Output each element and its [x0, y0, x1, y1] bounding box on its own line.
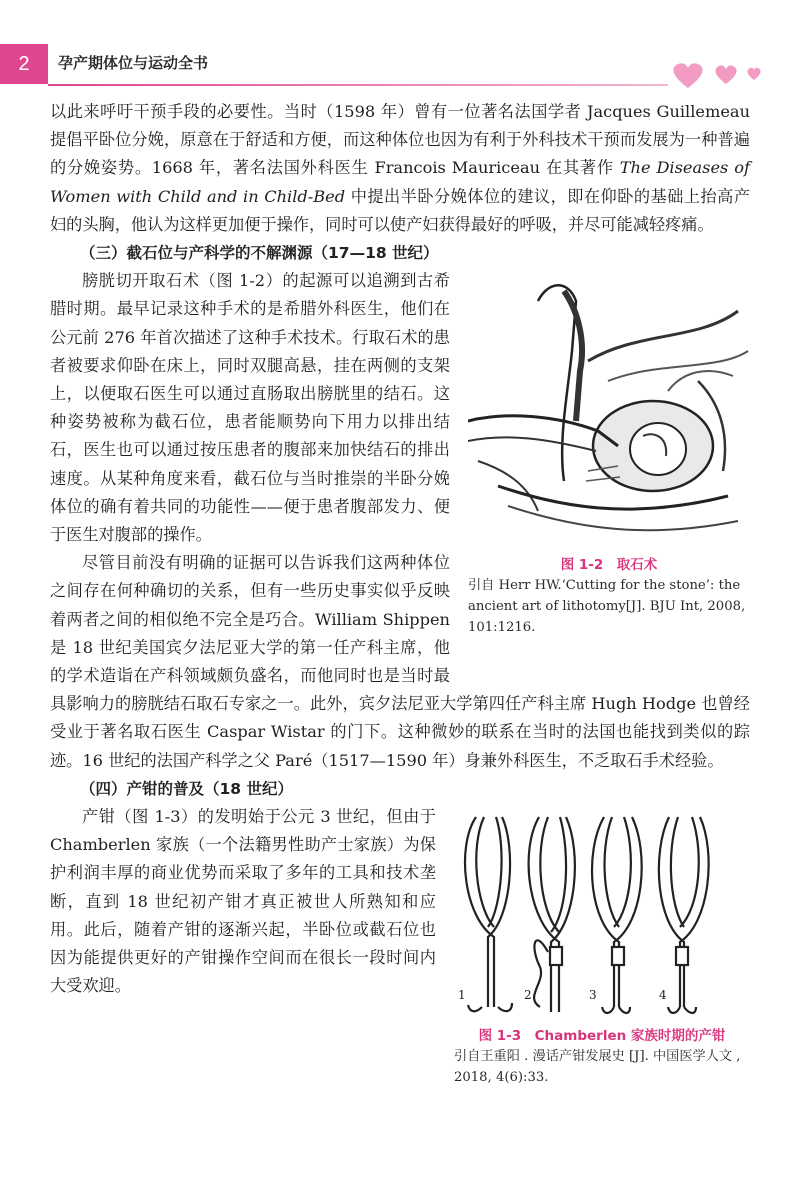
page-number-tab	[0, 44, 48, 84]
figure-1-3	[454, 807, 750, 1097]
paragraph-2: 膀胱切开取石术（图 1-2）的起源可以追溯到古希腊时期。最早记录这种手术的是希腊外科医生，他们在公元前 276 年首次描述了这种手术技术。行取石术的患者被要求仰卧在床上，同时双腿高悬，挂在两侧的支架上，以便取石医生可以通过直肠取出膀胱里的结石。这种姿势被称为截石位，患者能顺势向下用力以排出结石，医生也可以通过按压患者的腹部来加快结石的排出速度。从某种角度来看，截石位与当时推崇的半卧分娩体位的确有着共同的功能性——便于患者腹部发力、便于医生对腹部的操作。	[50, 271, 450, 545]
figure-source: 引自王重阳 . 漫话产钳发展史 [J]. 中国医学人文 , 2018, 4(6):33.	[454, 1049, 741, 1086]
hearts-decoration	[668, 60, 772, 90]
paragraph-3: 尽管目前没有明确的证据可以告诉我们这两种体位之间存在何种确切的关系，但有一些历史事实似乎反映着两者之间的相似绝不完全是巧合。William Shippen 是 18 世纪美国宾夕法尼亚大学的第一任产科主席，他的学术造诣在产科领域颇负盛名，而他同时也是当时最具影响力的膀胱结石取石专家之一。此外，宾夕法尼亚大学第四任产科主席 Hugh Hodge 也曾经受业于著名取石医生 Caspar Wistar 的门下。这种微妙的联系在当时的法国也能找到类似的踪迹。16 世纪的法国产科学之父 Paré（1517—1590 年）身兼外科医生，不乏取石手术经验。	[50, 553, 750, 770]
forceps-label: 1	[458, 988, 466, 1003]
lithotomy-illustration	[468, 271, 750, 551]
section-heading-3: （三）截石位与产科学的不解渊源（17—18 世纪）	[80, 244, 439, 263]
figure-caption: 图 1-3 Chamberlen 家族时期的产钳	[478, 1028, 726, 1045]
forceps-illustration	[454, 807, 750, 1022]
paragraph-1: 以此来呼吁干预手段的必要性。当时（1598 年）曾有一位著名法国学者 Jacques Guillemeau 提倡平卧位分娩，原意在于舒适和方便，而这种体位也因为有利于外科技术干预而发展为一种普遍的分娩姿势。1668 年，著名法国外科医生 Francois Mauriceau 在其著作 The Diseases of Women with Child and in Child-Bed 中提出半卧分娩体位的建议，即在仰卧的基础上抬高产妇的头胸，他认为这样更加便于操作，同时可以使产妇获得最好的呼吸，并尽可能减轻疼痛。	[50, 102, 751, 234]
heart-icon	[673, 63, 702, 88]
heart-icon	[747, 68, 760, 80]
page-number: 2	[18, 53, 30, 75]
heart-icon	[715, 65, 736, 84]
header-rule	[48, 84, 668, 86]
figure-caption: 图 1-2 取石术	[560, 557, 658, 574]
running-header-title: 孕产期体位与运动全书	[58, 54, 209, 72]
forceps-label: 4	[659, 988, 667, 1003]
paragraph-4: 产钳（图 1-3）的发明始于公元 3 世纪，但由于 Chamberlen 家族（一个法籍男性助产士家族）为保护利润丰厚的商业优势而采取了多年的工具和技术垄断，直到 18 世纪初产钳才真正被世人所熟知和应用。此后，随着产钳的逐渐兴起，半卧位或截石位也因为能提供更好的产钳操作空间而在很长一段时间内大受欢迎。	[50, 807, 436, 996]
figure-1-2	[468, 271, 750, 671]
forceps-label: 3	[589, 988, 597, 1003]
page-body	[50, 98, 750, 1097]
section-heading-4: （四）产钳的普及（18 世纪）	[80, 779, 293, 798]
figure-source: 引自 Herr HW.‘Cutting for the stone’: the ancient art of lithotomy[J]. BJU Int, 2008, 101:1216.	[468, 578, 746, 636]
book-title-italic: The Diseases of Women with Child and in Child-Bed	[50, 158, 750, 206]
forceps-label: 2	[524, 988, 532, 1003]
